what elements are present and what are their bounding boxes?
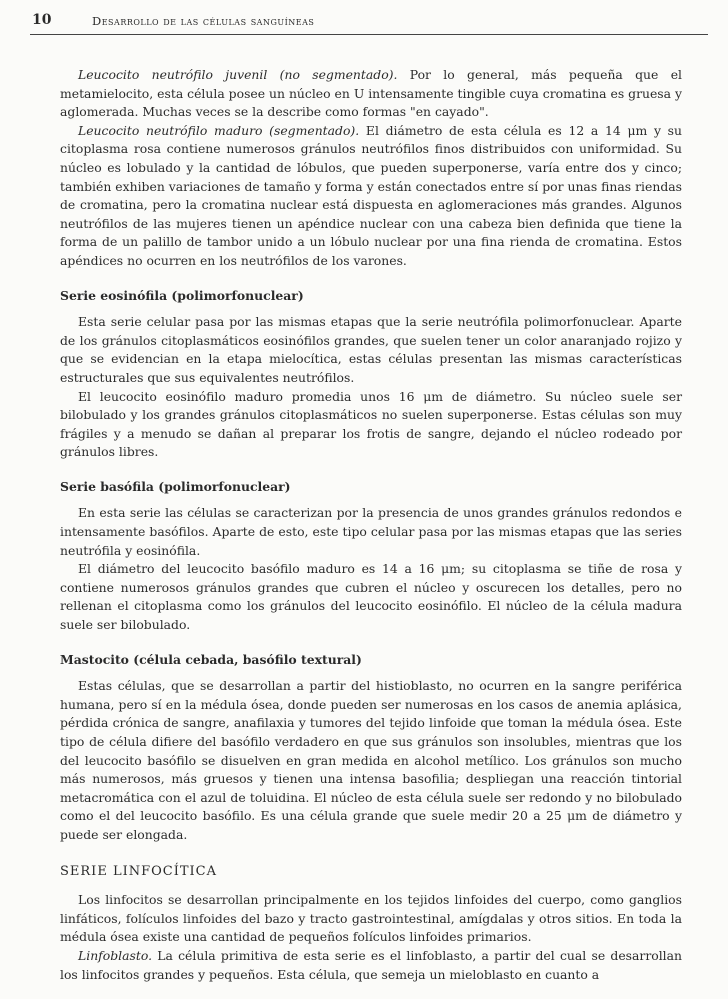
paragraph-text: Por lo general, más pequeña que el metamielocito, esta célula posee un núcleo en U intensamente tingible cuya cromatina es gruesa y aglomerada. Muchas veces se la describe como formas "en cayado". — [60, 67, 682, 120]
paragraph-text: La célula primitiva de esta serie es el linfoblasto, a partir del cual se desarrollan los linfocitos grandes y pequeños. Esta célula, que semeja un mieloblasto en cuanto a — [60, 947, 682, 982]
paragraph-neutrofilo-maduro — [60, 122, 682, 271]
paragraph-mastocito: Estas células, que se desarrollan a partir del histioblasto, no ocurren en la sangre periférica humana, pero sí en la médula ósea, donde pueden ser numerosas en los casos de anemia aplásica, pérdida crónica de sangre, anafilaxia y tumores del tejido linfoide que toman la médula ósea. Este tipo de célula difiere del basófilo verdadero en que sus gránulos son insolubles, mientras que los del leucocito basófilo se disuelven en gran medida en alcohol metílico. Los gránulos son mucho más numerosos, más gruesos y tienen una intensa basofilia; despliegan una reacción tintorial metacromática con el azul de toluidina. El núcleo de esta célula suele ser redondo y no bilobulado como el del leucocito basófilo. Es una célula grande que suele medir 20 a 25 μm de diámetro y puede ser elongada. — [60, 678, 682, 842]
paragraph-eosinofila-1: Esta serie celular pasa por las mismas etapas que la serie neutrófila polimorfonuclear. Aparte de los gránulos citoplasmáticos eosinófilos grandes, que suelen tener un color anaranjado rojizo y que se evidencian en la etapa mielocítica, estas células presentan las mismas características estructurales que sus equivalentes neutrófilos. — [60, 314, 682, 385]
running-title: Desarrollo de las células sanguíneas — [92, 14, 315, 28]
term-neutrofilo-juvenil: Leucocito neutrófilo juvenil (no segmentado). — [78, 67, 398, 82]
heading-serie-eosinofila: Serie eosinófila (polimorfonuclear) — [60, 287, 304, 303]
paragraph-linfoblasto — [60, 947, 682, 984]
paragraph-linfocitica: Los linfocitos se desarrollan principalmente en los tejidos linfoides del cuerpo, como ganglios linfáticos, folículos linfoides del bazo y tracto gastrointestinal, amígdalas y otros sitios. En toda la médula ósea existe una cantidad de pequeños folículos linfoides primarios. — [60, 892, 682, 945]
term-neutrofilo-maduro: Leucocito neutrófilo maduro (segmentado). — [78, 122, 360, 138]
page-body — [60, 66, 682, 984]
term-linfoblasto: Linfoblasto. — [78, 947, 153, 963]
heading-serie-linfocitica: SERIE LINFOCÍTICA — [60, 863, 217, 879]
paragraph-text: El diámetro de esta célula es 12 a 14 μm y su citoplasma rosa contiene numerosos gránulos neutrófilos finos distribuidos con uniformidad. Su núcleo es lobulado y la cantidad de lóbulos, que pueden superponerse, varía entre dos y cinco; también exhiben variaciones de tamaño y forma y están conectados entre sí por unas finas riendas de cromatina, pero la cromatina nuclear está dispuesta en aglomeraciones más grandes. Algunos neutrófilos de las mujeres tienen un apéndice nuclear con una cabeza bien definida que tiene la forma de un palillo de tambor unido a un lóbulo nuclear por una fina rienda de cromatina. Estos apéndices no ocurren en los neutrófilos de los varones. — [60, 122, 683, 268]
page-number: 10 — [32, 12, 52, 28]
paragraph-basofila-2: El diámetro del leucocito basófilo maduro es 14 a 16 μm; su citoplasma se tiñe de rosa y contiene numerosos gránulos grandes que cubren el núcleo y oscurecen los detalles, pero no rellenan el citoplasma como los gránulos del leucocito eosinófilo. El núcleo de la célula madura suele ser bilobulado. — [60, 561, 682, 633]
paragraph-eosinofila-2: El leucocito eosinófilo maduro promedia unos 16 μm de diámetro. Su núcleo suele ser bilobulado y los grandes gránulos citoplasmáticos no suelen superponerse. Estas células son muy frágiles y a menudo se dañan al preparar los frotis de sangre, dejando el núcleo rodeado por gránulos libres. — [60, 388, 682, 460]
paragraph-neutrofilo-juvenil — [60, 66, 682, 122]
running-header — [30, 10, 708, 35]
paragraph-basofila-1: En esta serie las células se caracterizan por la presencia de unos grandes gránulos redondos e intensamente basófilos. Aparte de esto, este tipo celular pasa por las mismas etapas que las series neutrófila y eosinófila. — [60, 505, 682, 558]
heading-serie-basofila: Serie basófila (polimorfonuclear) — [60, 478, 291, 494]
heading-mastocito: Mastocito (célula cebada, basófilo textural) — [60, 651, 362, 667]
